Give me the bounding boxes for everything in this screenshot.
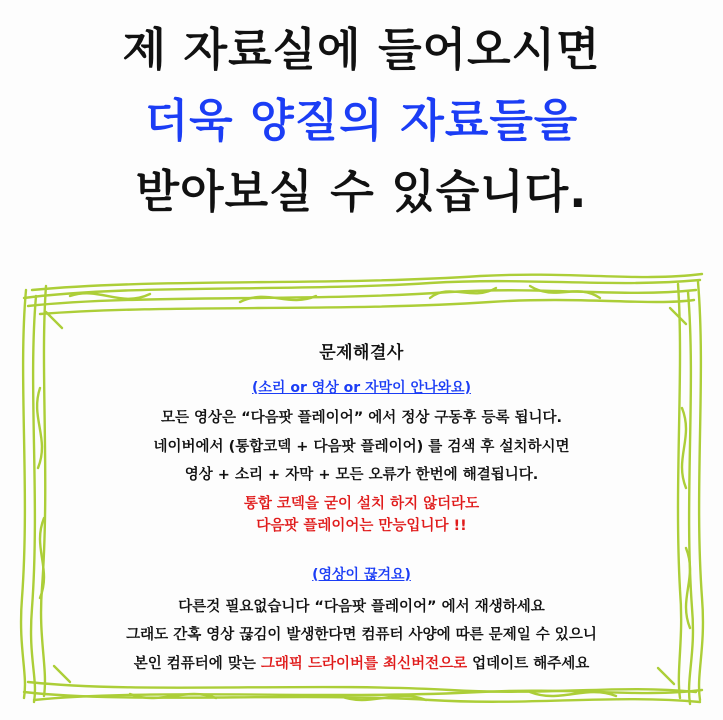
section-one-line-2: 네이버에서 (통합코덱 + 다음팟 플레이어) 를 검색 후 설치하시면	[153, 438, 570, 455]
section-two-line-1: 다른것 필요없습니다 “다음팟 플레이어” 에서 재생하세요	[178, 598, 545, 615]
mixed-line-pre: 본인 컴퓨터에 맞는	[133, 655, 261, 672]
headline-line-2: 더욱 양질의 자료들을	[144, 94, 579, 148]
section-one-warning-2: 다음팟 플레이어는 만능입니다 !!	[256, 518, 467, 534]
section-two-mixed-line	[40, 657, 683, 672]
mixed-line-highlight: 그래픽 드라이버를 최신버전으로	[260, 655, 468, 672]
section-two-subtitle: (영상이 끊겨요)	[312, 566, 411, 583]
mixed-line-post: 업데이트 해주세요	[467, 655, 590, 672]
section-two-line-2: 그래도 간혹 영상 끊김이 발생한다면 컴퓨터 사양에 따른 문제일 수 있으니	[126, 627, 597, 643]
section-one-line-3: 영상 + 소리 + 자막 + 모든 오류가 한번에 해결됩니다.	[184, 467, 539, 483]
section-one-warning-1: 통합 코덱을 굳이 설치 하지 않더라도	[243, 495, 480, 512]
panel-content	[40, 290, 683, 685]
panel-title: 문제해결사	[319, 343, 404, 363]
section-one-line-1: 모든 영상은 “다음팟 플레이어” 에서 정상 구동후 등록 됩니다.	[160, 410, 563, 426]
headline-block	[0, 14, 723, 227]
section-one-subtitle: (소리 or 영상 or 자막이 안나와요)	[252, 380, 471, 396]
headline-line-1: 제 자료실에 들어오시면	[122, 23, 601, 76]
headline-line-3: 받아보실 수 있습니다.	[135, 165, 588, 219]
